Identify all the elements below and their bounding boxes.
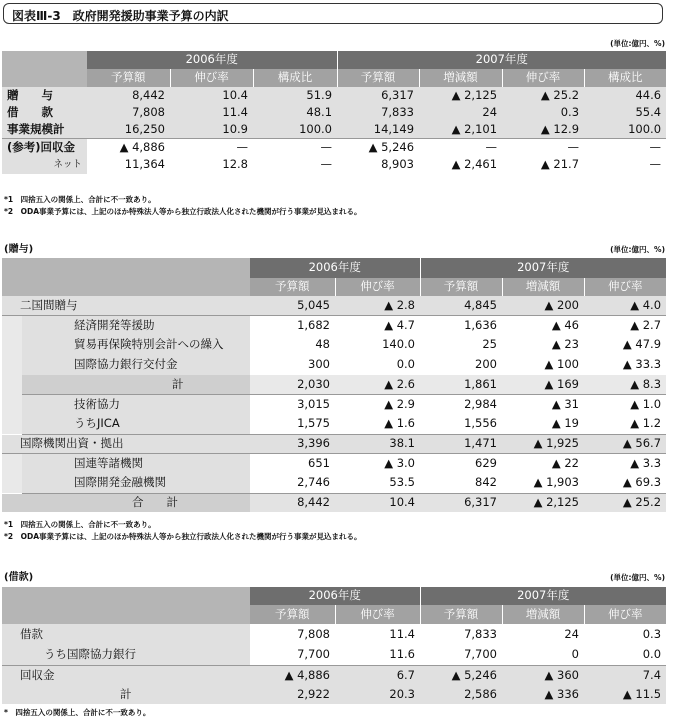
row-label: 借款 xyxy=(2,624,250,645)
footnote: *1 四捨五入の関係上、合計に不一致あり。 xyxy=(4,520,156,529)
row-label: 借 款 xyxy=(2,104,87,121)
column-header: 伸び率 xyxy=(335,278,420,296)
column-header: 予算額 xyxy=(87,69,170,87)
footnote: *2 ODA事業予算には、上記のほか特殊法人等から独立行政法人化された機関が行う事業が見込まれる。 xyxy=(4,532,362,541)
row-label: 贈 与 xyxy=(2,87,87,104)
table-year-row xyxy=(2,587,666,605)
table-row xyxy=(2,473,666,493)
column-header: 予算額 xyxy=(420,605,502,624)
table-row xyxy=(2,156,666,174)
cell: 7,833 xyxy=(420,624,502,645)
cell: 651 xyxy=(250,453,335,473)
cell: — xyxy=(253,156,337,174)
cell: 7,808 xyxy=(250,624,335,645)
row-label: 回収金 xyxy=(2,665,250,685)
table-row xyxy=(2,104,666,121)
column-header: 構成比 xyxy=(253,69,337,87)
cell: ▲ 1.0 xyxy=(584,394,666,414)
row-label: 国際協力銀行交付金 xyxy=(22,355,250,375)
cell: 48 xyxy=(250,335,335,355)
column-header: 増減額 xyxy=(419,69,502,87)
cell: 4,845 xyxy=(420,296,502,315)
table-row-total xyxy=(2,493,666,512)
cell: 11.4 xyxy=(170,104,253,121)
cell: 38.1 xyxy=(335,434,420,453)
footnote: *1 四捨五入の関係上、合計に不一致あり。 xyxy=(4,195,156,204)
cell: 14,149 xyxy=(337,121,419,138)
row-label: 貿易再保険特別会計への繰入 xyxy=(22,335,250,355)
cell: ▲ 5,246 xyxy=(337,138,419,156)
cell: 100.0 xyxy=(584,121,666,138)
row-label: うち国際協力銀行 xyxy=(22,645,250,665)
table-row xyxy=(2,87,666,104)
cell: ▲ 23 xyxy=(502,335,584,355)
column-header: 伸び率 xyxy=(584,605,666,624)
cell: 48.1 xyxy=(253,104,337,121)
cell: ▲ 4.7 xyxy=(335,315,420,335)
cell: 55.4 xyxy=(584,104,666,121)
cell: — xyxy=(170,138,253,156)
cell: 24 xyxy=(419,104,502,121)
row-label: 計 xyxy=(2,685,250,704)
cell: 20.3 xyxy=(335,685,420,704)
footnote: * 四捨五入の関係上、合計に不一致あり。 xyxy=(4,708,151,717)
row-label: 合 計 xyxy=(2,493,250,512)
cell: ▲ 8.3 xyxy=(584,375,666,394)
table-row xyxy=(2,645,666,665)
cell: 1,861 xyxy=(420,375,502,394)
column-header: 伸び率 xyxy=(170,69,253,87)
column-header: 予算額 xyxy=(337,69,419,87)
year-2007: 2007年度 xyxy=(420,258,666,278)
row-label: 経済開発等援助 xyxy=(22,315,250,335)
cell: ▲ 1,925 xyxy=(502,434,584,453)
cell: — xyxy=(419,138,502,156)
column-header: 伸び率 xyxy=(502,69,584,87)
table-row-total xyxy=(2,685,666,704)
cell: ▲ 2.9 xyxy=(335,394,420,414)
row-label: うちJICA xyxy=(22,414,250,434)
cell: 7,700 xyxy=(250,645,335,665)
table-row xyxy=(2,296,666,315)
cell: ▲ 336 xyxy=(502,685,584,704)
cell: 10.4 xyxy=(335,493,420,512)
cell: 12.8 xyxy=(170,156,253,174)
section-title-grant: (贈与) xyxy=(4,244,34,255)
footnote: *2 ODA事業予算には、上記のほか特殊法人等から独立行政法人化された機関が行う事業が見込まれる。 xyxy=(4,207,362,216)
cell: 2,922 xyxy=(250,685,335,704)
cell: ▲ 19 xyxy=(502,414,584,434)
year-2006: 2006年度 xyxy=(250,258,420,278)
cell: — xyxy=(584,138,666,156)
cell: ▲ 31 xyxy=(502,394,584,414)
cell: ▲ 4,886 xyxy=(250,665,335,685)
cell: ▲ 33.3 xyxy=(584,355,666,375)
cell: 0 xyxy=(502,645,584,665)
table-row xyxy=(2,121,666,138)
cell: 6,317 xyxy=(420,493,502,512)
row-label: 事業規模計 xyxy=(2,121,87,138)
cell: 2,030 xyxy=(250,375,335,394)
table-grant xyxy=(2,258,666,512)
cell: ▲ 169 xyxy=(502,375,584,394)
cell: 10.4 xyxy=(170,87,253,104)
table-row xyxy=(2,335,666,355)
row-label: 国連等諸機関 xyxy=(22,453,250,473)
row-label: 技術協力 xyxy=(22,394,250,414)
cell: 8,442 xyxy=(250,493,335,512)
table-row xyxy=(2,665,666,685)
column-header: 構成比 xyxy=(584,69,666,87)
row-label: 計 xyxy=(22,375,250,394)
column-header: 予算額 xyxy=(250,605,335,624)
cell: ▲ 69.3 xyxy=(584,473,666,493)
cell: — xyxy=(584,156,666,174)
cell: ▲ 4,886 xyxy=(87,138,170,156)
cell: 1,471 xyxy=(420,434,502,453)
cell: ▲ 56.7 xyxy=(584,434,666,453)
table-year-row xyxy=(2,258,666,278)
cell: 8,442 xyxy=(87,87,170,104)
cell: 51.9 xyxy=(253,87,337,104)
cell: 1,556 xyxy=(420,414,502,434)
cell: ▲ 100 xyxy=(502,355,584,375)
cell: ▲ 47.9 xyxy=(584,335,666,355)
cell: 11.4 xyxy=(335,624,420,645)
cell: ▲ 21.7 xyxy=(502,156,584,174)
cell: ▲ 3.0 xyxy=(335,453,420,473)
table-row xyxy=(2,434,666,453)
cell: 53.5 xyxy=(335,473,420,493)
table-year-row xyxy=(2,51,666,69)
row-label: 国際機関出資・拠出 xyxy=(2,434,250,453)
cell: 200 xyxy=(420,355,502,375)
cell: ▲ 2.8 xyxy=(335,296,420,315)
cell: ▲ 200 xyxy=(502,296,584,315)
table-row xyxy=(2,315,666,335)
cell: ▲ 1.6 xyxy=(335,414,420,434)
table-overview xyxy=(2,51,666,174)
year-2007: 2007年度 xyxy=(337,51,666,69)
table-row xyxy=(2,453,666,473)
cell: 3,396 xyxy=(250,434,335,453)
cell: 16,250 xyxy=(87,121,170,138)
cell: — xyxy=(502,138,584,156)
cell: ▲ 11.5 xyxy=(584,685,666,704)
cell: 8,903 xyxy=(337,156,419,174)
cell: 842 xyxy=(420,473,502,493)
table-row xyxy=(2,355,666,375)
cell: ▲ 22 xyxy=(502,453,584,473)
cell: ▲ 1,903 xyxy=(502,473,584,493)
column-header: 伸び率 xyxy=(584,278,666,296)
cell: 1,682 xyxy=(250,315,335,335)
cell: 7,700 xyxy=(420,645,502,665)
cell: ▲ 4.0 xyxy=(584,296,666,315)
cell: ▲ 25.2 xyxy=(584,493,666,512)
section-title-loan: (借款) xyxy=(4,572,34,583)
cell: 3,015 xyxy=(250,394,335,414)
cell: 629 xyxy=(420,453,502,473)
cell: ▲ 5,246 xyxy=(420,665,502,685)
cell: ▲ 3.3 xyxy=(584,453,666,473)
cell: 11.6 xyxy=(335,645,420,665)
table-row xyxy=(2,138,666,156)
cell: 2,586 xyxy=(420,685,502,704)
cell: 6,317 xyxy=(337,87,419,104)
cell: 7.4 xyxy=(584,665,666,685)
column-header: 予算額 xyxy=(250,278,335,296)
table-header-row xyxy=(2,69,666,87)
row-label: ネット xyxy=(2,156,87,174)
unit-label-3: (単位:億円、%) xyxy=(610,573,665,582)
cell: 7,808 xyxy=(87,104,170,121)
year-2006: 2006年度 xyxy=(87,51,337,69)
cell: ▲ 46 xyxy=(502,315,584,335)
cell: ▲ 2.6 xyxy=(335,375,420,394)
cell: 1,636 xyxy=(420,315,502,335)
row-label: 国際開発金融機関 xyxy=(22,473,250,493)
year-2007: 2007年度 xyxy=(420,587,666,605)
cell: 1,575 xyxy=(250,414,335,434)
cell: 300 xyxy=(250,355,335,375)
cell: 0.0 xyxy=(584,645,666,665)
cell: 44.6 xyxy=(584,87,666,104)
cell: 2,746 xyxy=(250,473,335,493)
cell: 11,364 xyxy=(87,156,170,174)
cell: ▲ 2,101 xyxy=(419,121,502,138)
cell: 5,045 xyxy=(250,296,335,315)
cell: 140.0 xyxy=(335,335,420,355)
cell: 0.3 xyxy=(502,104,584,121)
table-loan xyxy=(2,587,666,704)
row-label: 二国間贈与 xyxy=(2,296,250,315)
cell: 0.0 xyxy=(335,355,420,375)
cell: 2,984 xyxy=(420,394,502,414)
column-header: 予算額 xyxy=(420,278,502,296)
cell: ▲ 2.7 xyxy=(584,315,666,335)
row-label: (参考)回収金 xyxy=(2,138,87,156)
column-header: 増減額 xyxy=(502,605,584,624)
cell: ▲ 25.2 xyxy=(502,87,584,104)
cell: ▲ 2,461 xyxy=(419,156,502,174)
cell: ▲ 12.9 xyxy=(502,121,584,138)
unit-label-2: (単位:億円、%) xyxy=(610,245,665,254)
cell: ▲ 2,125 xyxy=(502,493,584,512)
cell: ▲ 2,125 xyxy=(419,87,502,104)
cell: ▲ 1.2 xyxy=(584,414,666,434)
column-header: 増減額 xyxy=(502,278,584,296)
cell: 100.0 xyxy=(253,121,337,138)
column-header: 伸び率 xyxy=(335,605,420,624)
table-row xyxy=(2,624,666,645)
cell: 25 xyxy=(420,335,502,355)
unit-label-1: (単位:億円、%) xyxy=(610,39,665,48)
cell: 6.7 xyxy=(335,665,420,685)
table-row xyxy=(2,394,666,414)
cell: ▲ 360 xyxy=(502,665,584,685)
table-row xyxy=(2,375,666,394)
figure-title-box xyxy=(3,3,663,24)
figure-title: 図表Ⅲ-3 政府開発援助事業予算の内訳 xyxy=(12,9,229,23)
cell: 0.3 xyxy=(584,624,666,645)
cell: 10.9 xyxy=(170,121,253,138)
cell: 24 xyxy=(502,624,584,645)
table-row xyxy=(2,414,666,434)
year-2006: 2006年度 xyxy=(250,587,420,605)
cell: 7,833 xyxy=(337,104,419,121)
cell: — xyxy=(253,138,337,156)
